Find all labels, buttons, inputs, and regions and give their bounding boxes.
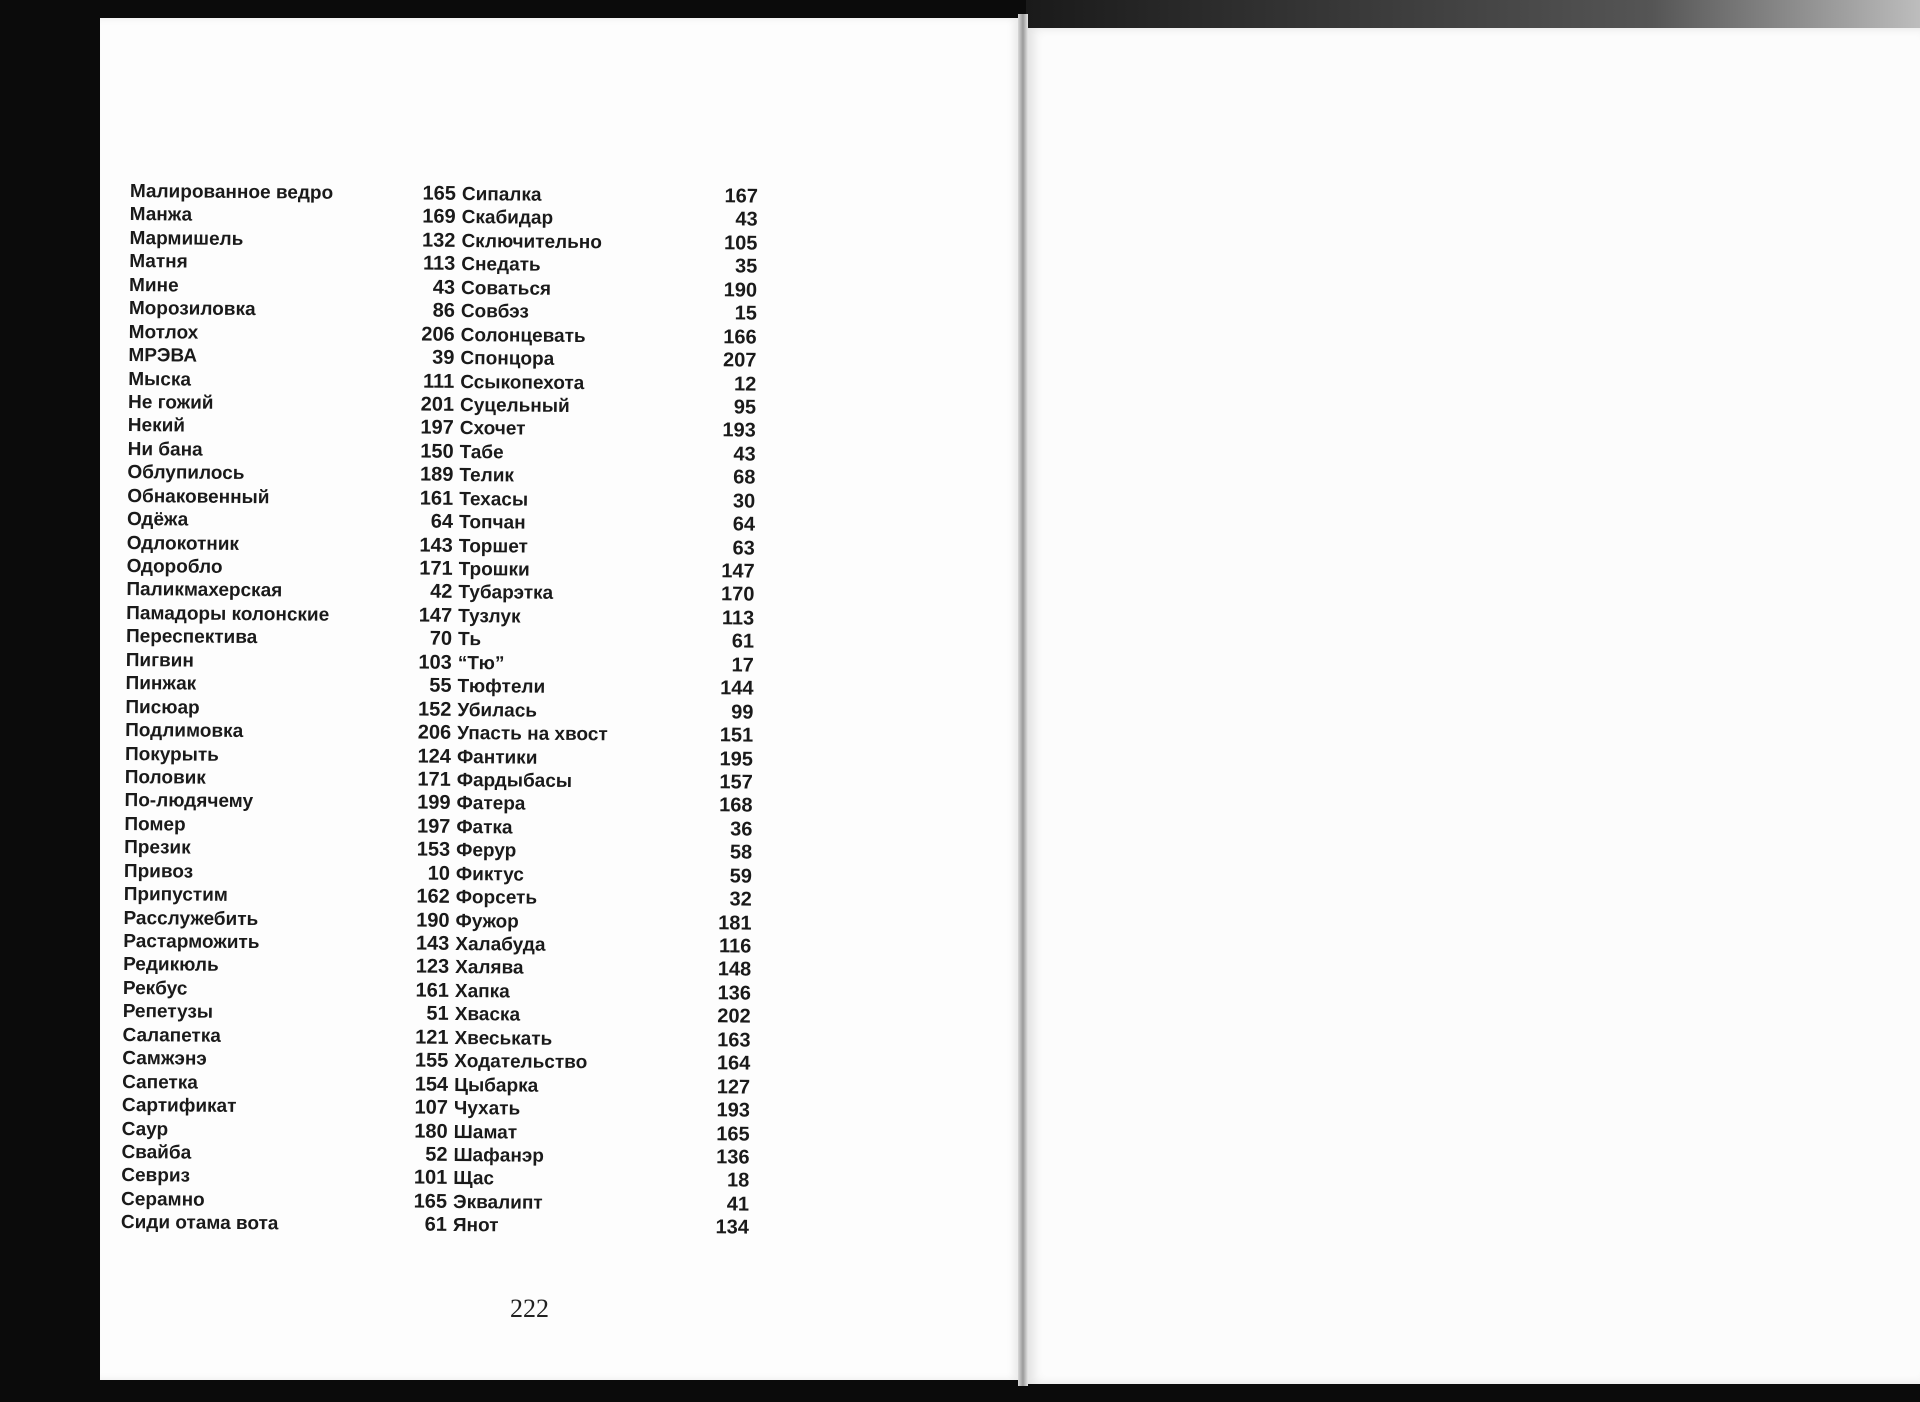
index-term: Трошки — [458, 558, 530, 581]
index-term: Соваться — [460, 277, 552, 300]
index-page-ref: 193 — [716, 1099, 751, 1122]
index-page-ref: 127 — [716, 1075, 751, 1099]
index-entry — [123, 930, 449, 956]
index-page-ref: 124 — [417, 745, 452, 768]
index-term: Растарможить — [123, 930, 260, 954]
index-term: Помер — [124, 813, 186, 836]
index-term: Снедать — [461, 254, 541, 277]
index-entry — [121, 1188, 447, 1214]
index-entry — [458, 581, 754, 607]
index-entry — [128, 414, 454, 440]
index-entry — [461, 230, 757, 256]
index-page-ref: 107 — [414, 1096, 449, 1119]
index-page-ref: 147 — [721, 560, 755, 583]
index-page-ref: 95 — [733, 396, 757, 419]
index-term: Подлимовка — [125, 720, 244, 743]
index-term: Фардыбасы — [456, 769, 573, 792]
index-page-ref: 193 — [722, 419, 756, 442]
index-entry — [455, 956, 751, 982]
index-term: Упасть на хвост — [457, 723, 608, 746]
index-term: Тюфтели — [457, 676, 546, 698]
index-entry — [123, 907, 449, 933]
index-term: Сапетка — [122, 1071, 198, 1094]
index-term: Эквалипт — [453, 1191, 543, 1214]
index-entry — [459, 511, 755, 537]
index-page-ref: 195 — [719, 747, 754, 771]
index-page-ref: 58 — [729, 841, 753, 864]
index-page-ref: 171 — [417, 768, 451, 791]
index-page-ref: 51 — [426, 1002, 449, 1026]
index-page-ref: 207 — [722, 349, 757, 372]
index-term: Ходательство — [454, 1051, 588, 1074]
index-entry — [126, 578, 452, 604]
index-entry — [459, 488, 755, 514]
index-entry — [461, 300, 757, 326]
index-page-ref: 143 — [415, 932, 450, 955]
index-term: Севриз — [121, 1165, 191, 1187]
index-term: Ссыкопехота — [460, 371, 585, 394]
index-page-ref: 181 — [718, 911, 752, 935]
index-entry — [457, 722, 753, 748]
index-page-ref: 43 — [432, 276, 456, 299]
index-entry — [454, 1074, 750, 1100]
index-term: Фужор — [455, 910, 519, 933]
index-page-ref: 157 — [719, 771, 753, 794]
index-term: Переспектива — [125, 626, 258, 649]
index-term: Фатера — [456, 793, 526, 815]
index-entry — [125, 719, 451, 745]
index-term: Мотлох — [128, 321, 199, 344]
index-page-ref: 52 — [425, 1143, 448, 1166]
index-entry — [455, 1003, 751, 1029]
index-entry — [127, 461, 453, 487]
index-page-ref: 111 — [422, 370, 455, 393]
index-entry — [130, 180, 456, 206]
index-entry — [125, 766, 451, 792]
index-page-ref: 144 — [720, 677, 754, 700]
index-page-ref: 121 — [415, 1026, 449, 1049]
index-term: Тузлук — [458, 605, 521, 628]
index-page-ref: 153 — [416, 838, 451, 862]
index-term: Салапетка — [122, 1024, 221, 1047]
index-term: Хваска — [454, 1004, 521, 1026]
index-entry — [456, 839, 752, 865]
index-page-ref: 70 — [429, 627, 453, 651]
index-page-ref: 202 — [717, 1005, 751, 1028]
index-entry — [122, 1024, 448, 1050]
index-term: Редикюль — [123, 954, 219, 977]
index-term: Самжэнэ — [122, 1048, 207, 1070]
index-term: Матня — [129, 251, 188, 273]
index-entry — [127, 532, 453, 558]
index-term: Чухать — [453, 1098, 521, 1120]
index-page-ref: 64 — [732, 513, 756, 536]
index-term: Облупилось — [127, 462, 245, 485]
index-entry — [461, 324, 757, 350]
index-term: Техасы — [459, 488, 529, 511]
index-term: Янот — [452, 1215, 499, 1237]
index-entry — [457, 769, 753, 795]
index-entry — [126, 672, 452, 698]
index-term: Халабуда — [455, 933, 546, 956]
index-entry — [460, 441, 756, 467]
index-term: Убилась — [457, 699, 538, 722]
index-entry — [129, 227, 455, 253]
index-term: Пигвин — [125, 649, 194, 672]
index-entry — [459, 464, 755, 490]
index-term: Морозиловка — [128, 298, 256, 321]
index-term: “Тю” — [457, 652, 505, 675]
index-page-ref: 165 — [413, 1190, 448, 1213]
index-term: Сипалка — [461, 183, 542, 206]
index-entry — [125, 696, 451, 722]
index-page-ref: 147 — [418, 604, 453, 627]
index-page-ref: 64 — [430, 510, 454, 533]
index-term: Малированное ведро — [129, 180, 334, 204]
index-page-ref: 162 — [416, 885, 450, 908]
index-term: Скабидар — [461, 207, 554, 230]
index-entry — [456, 816, 752, 842]
index-entry — [122, 1094, 448, 1120]
page-number: 222 — [510, 1294, 549, 1323]
index-page-ref: 136 — [717, 982, 752, 1005]
index-page-ref: 197 — [416, 815, 451, 838]
index-entry — [125, 742, 451, 768]
index-term: Телик — [459, 465, 515, 487]
index-entry — [455, 980, 751, 1006]
index-page-ref: 17 — [731, 654, 754, 677]
index-page-ref: 113 — [721, 607, 755, 630]
index-term: Привоз — [123, 860, 194, 883]
index-page-ref: 61 — [424, 1213, 447, 1237]
index-page-ref: 190 — [723, 279, 758, 302]
index-page-ref: 154 — [414, 1073, 449, 1096]
index-page-ref: 164 — [716, 1052, 751, 1075]
index-page-ref: 143 — [419, 534, 453, 557]
index-term: Совбэз — [460, 301, 529, 323]
index-page-ref: 68 — [733, 466, 756, 489]
index-entry — [126, 649, 452, 675]
index-entry — [457, 745, 753, 771]
index-entry — [458, 605, 754, 631]
index-entry — [122, 1047, 448, 1073]
index-page-ref: 63 — [732, 536, 755, 560]
index-term: Фатка — [456, 816, 513, 839]
index-page-ref: 166 — [723, 325, 757, 349]
index-term: Мыска — [128, 368, 192, 391]
index-entry — [129, 274, 455, 300]
index-term: Шамат — [453, 1121, 518, 1144]
index-entry — [460, 370, 756, 396]
index-entry — [121, 1211, 447, 1237]
index-entry — [124, 883, 450, 909]
index-page-ref: 113 — [422, 252, 456, 276]
index-entry — [460, 417, 756, 443]
index-term: Одёжа — [126, 509, 189, 531]
index-entry — [126, 602, 452, 628]
index-entry — [124, 836, 450, 862]
index-term: Серамно — [121, 1188, 205, 1211]
index-entry — [458, 628, 754, 654]
index-entry — [454, 1120, 750, 1146]
index-entry — [458, 675, 754, 701]
index-page-ref: 197 — [420, 416, 454, 440]
index-page-ref: 168 — [719, 794, 753, 817]
index-entry — [454, 1027, 750, 1053]
right-page-blank — [1026, 28, 1920, 1384]
index-term: Солонцевать — [460, 324, 586, 347]
index-page-ref: 189 — [419, 463, 454, 487]
index-page-ref: 55 — [429, 674, 452, 698]
index-term: Тубарэтка — [458, 582, 554, 605]
index-entry — [126, 625, 452, 651]
index-page-ref: 163 — [717, 1029, 751, 1052]
index-entry — [462, 206, 758, 232]
index-page-ref: 32 — [729, 888, 752, 911]
index-term: Хвеськать — [454, 1027, 553, 1050]
index-entry — [123, 977, 449, 1003]
index-page-ref: 18 — [726, 1169, 750, 1192]
index-page-ref: 10 — [427, 862, 451, 885]
index-term: Некий — [127, 415, 186, 437]
index-entry — [456, 792, 752, 818]
index-entry — [455, 910, 751, 936]
index-page-ref: 59 — [729, 865, 753, 888]
index-page-ref: 199 — [417, 791, 451, 815]
index-entry — [457, 699, 753, 725]
index-entry — [461, 277, 757, 303]
index-page-ref: 161 — [415, 979, 450, 1002]
index-entry — [453, 1144, 749, 1170]
index-page-ref: 86 — [432, 299, 455, 323]
index-entry — [462, 183, 758, 209]
index-entry — [453, 1191, 749, 1217]
index-entry — [458, 652, 754, 678]
index-entry — [129, 321, 455, 347]
index-page-ref: 169 — [422, 205, 456, 229]
index-term: Половик — [124, 766, 206, 789]
index-term: Фантики — [456, 746, 538, 769]
index-term: Ть — [457, 629, 482, 651]
index-term: Покурыть — [124, 743, 219, 766]
index-page-ref: 171 — [419, 557, 453, 580]
index-page-ref: 61 — [731, 630, 755, 653]
index-term: Обнаковенный — [127, 485, 270, 508]
index-term: Форсеть — [455, 887, 538, 909]
index-term: Сключительно — [461, 230, 603, 254]
index-page-ref: 206 — [421, 323, 455, 346]
index-term: Репетузы — [122, 1001, 214, 1024]
index-page-ref: 105 — [724, 232, 758, 255]
index-page-ref: 150 — [420, 440, 454, 463]
index-page-ref: 30 — [732, 490, 756, 513]
index-page-ref: 42 — [430, 581, 453, 604]
index-page-ref: 43 — [733, 443, 756, 466]
index-entry — [124, 860, 450, 886]
index-term: Писюар — [125, 696, 200, 719]
index-page-ref: 116 — [718, 935, 752, 958]
index-term: Мине — [128, 274, 179, 297]
index-entry — [453, 1167, 749, 1193]
index-term: Свайба — [121, 1141, 192, 1164]
index-entry — [128, 438, 454, 464]
index-page-ref: 180 — [414, 1120, 448, 1143]
index-entry — [128, 391, 454, 417]
index-entry — [124, 813, 450, 839]
index-term: Сиди отама вота — [120, 1212, 279, 1235]
index-page-ref: 152 — [417, 698, 452, 721]
index-column-left — [121, 180, 456, 1237]
index-entry — [127, 555, 453, 581]
index-term: Щас — [453, 1168, 495, 1190]
index-term: Ни бана — [127, 438, 203, 461]
index-entry — [460, 347, 756, 373]
index-entry — [455, 933, 751, 959]
index-page-ref: 148 — [717, 958, 752, 981]
index-term: Суцельный — [459, 394, 570, 417]
index-page-ref: 167 — [724, 185, 758, 208]
index-entry — [124, 789, 450, 815]
index-page-ref: 101 — [413, 1166, 448, 1190]
index-page-ref: 15 — [734, 302, 757, 325]
index-entry — [456, 863, 752, 889]
index-entry — [130, 203, 456, 229]
index-page-ref: 12 — [733, 372, 757, 396]
index-term: Припустим — [123, 884, 228, 907]
index-term: Мармишель — [129, 227, 244, 250]
index-term: Торшет — [458, 535, 529, 558]
index-term: Сартификат — [121, 1095, 237, 1118]
index-term: Презик — [124, 837, 191, 859]
index-entry — [123, 953, 449, 979]
index-entry — [460, 394, 756, 420]
index-term: Табе — [459, 441, 504, 464]
index-entry — [128, 367, 454, 393]
index-entry — [122, 1071, 448, 1097]
index-page-ref: 39 — [432, 346, 455, 369]
index-page-ref: 41 — [726, 1193, 750, 1216]
index-term: Паликмахерская — [126, 579, 283, 602]
index-entry — [122, 1117, 448, 1143]
index-entry — [454, 1050, 750, 1076]
index-entry — [121, 1164, 447, 1190]
index-entry — [461, 253, 757, 279]
index-entry — [121, 1141, 447, 1167]
index-page-ref: 161 — [419, 487, 454, 510]
index-term: Одоробло — [126, 555, 223, 578]
book-gutter — [1018, 14, 1028, 1386]
index-page-ref: 170 — [720, 583, 755, 607]
index-entry — [123, 1000, 449, 1026]
index-term: Шафанэр — [453, 1144, 545, 1167]
index-entry — [453, 1214, 749, 1240]
index-term: Расслужебить — [123, 907, 259, 930]
index-term: Хапка — [454, 980, 510, 1003]
scan-shadow — [1026, 0, 1920, 28]
index-term: Халява — [455, 957, 524, 980]
index-page-ref: 155 — [414, 1049, 449, 1072]
index-page-ref: 123 — [415, 955, 450, 979]
index-term: Памадоры колонские — [126, 602, 330, 626]
index-term: Топчан — [458, 512, 526, 534]
index-term: Манжа — [129, 204, 193, 226]
index-term: Не гожий — [127, 391, 214, 414]
index-entry — [456, 886, 752, 912]
index-entry — [128, 344, 454, 370]
index-term: МРЭВА — [128, 345, 198, 367]
index-page-ref: 35 — [734, 255, 758, 278]
index-page-ref: 103 — [418, 651, 452, 674]
index-entry — [127, 508, 453, 534]
index-page-ref: 136 — [716, 1146, 750, 1169]
index-term: Пинжак — [125, 673, 197, 695]
index-term: Спонцора — [460, 348, 555, 370]
index-term: Ферур — [456, 840, 517, 862]
index-page-ref: 132 — [422, 229, 456, 252]
index-entry — [459, 535, 755, 561]
index-page-ref: 151 — [719, 724, 754, 747]
index-term: Цыбарка — [454, 1074, 539, 1097]
index-term: Рекбус — [122, 977, 188, 1000]
index-term: Одлокотник — [126, 532, 240, 555]
index-page-ref: 43 — [735, 208, 758, 232]
index-page-ref: 134 — [715, 1216, 749, 1239]
index-term: Схочет — [459, 418, 526, 440]
index-page-ref: 201 — [420, 393, 455, 416]
index-page-ref: 165 — [422, 182, 456, 205]
index-page-ref: 99 — [731, 700, 754, 724]
index-entry — [129, 250, 455, 276]
index-entry — [129, 297, 455, 323]
index-page-ref: 36 — [730, 818, 753, 841]
index-term: По-людячему — [124, 790, 254, 813]
index-column-right — [453, 183, 758, 1240]
index-entry — [127, 485, 453, 511]
index-term: Саур — [121, 1118, 169, 1140]
index-entry — [454, 1097, 750, 1123]
index-entry — [459, 558, 755, 584]
index-term: Фиктус — [455, 863, 524, 886]
index-page-ref: 206 — [417, 721, 452, 744]
index-page-ref: 165 — [716, 1122, 750, 1146]
index-page-ref: 190 — [416, 909, 450, 932]
